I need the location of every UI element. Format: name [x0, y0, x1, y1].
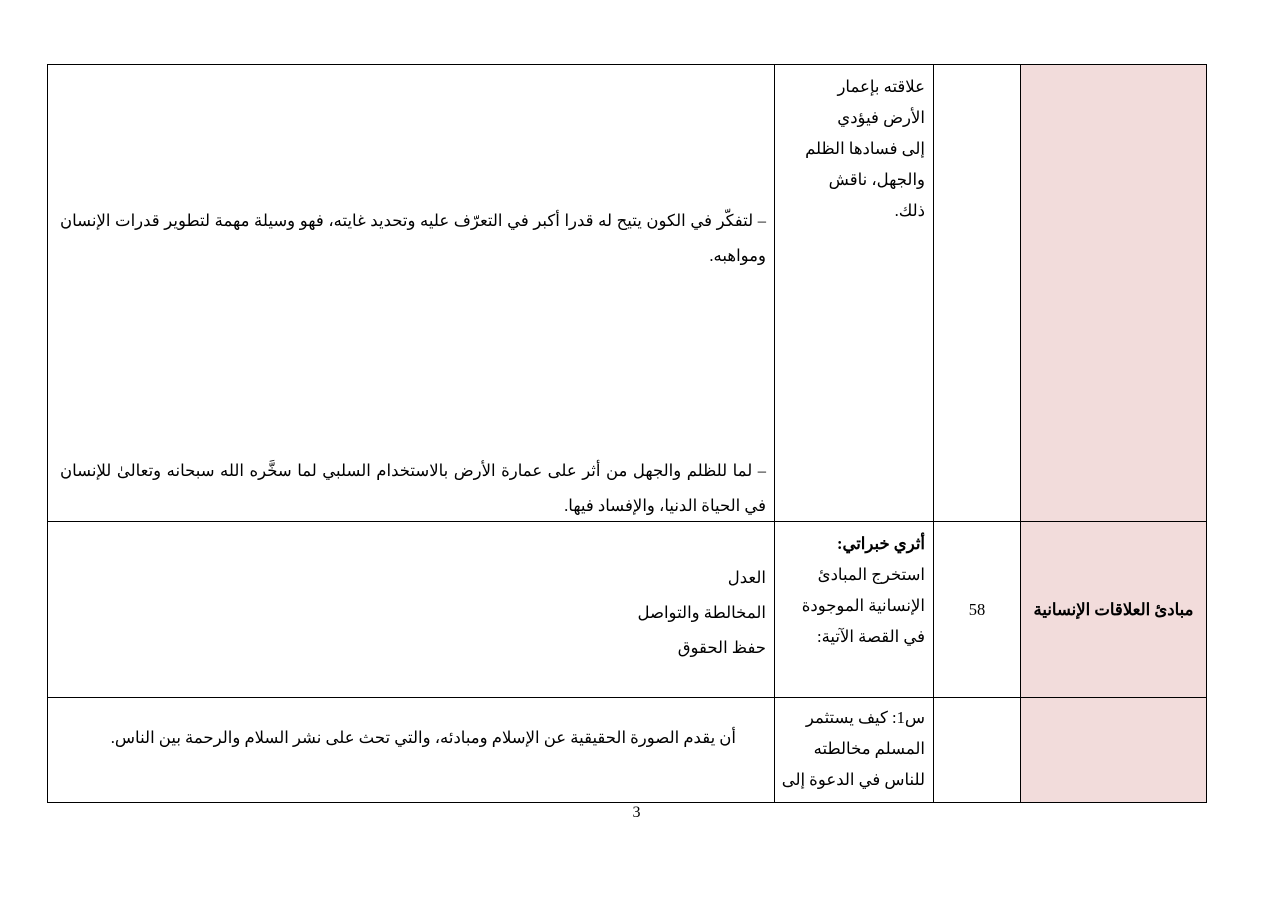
- activity-line: علاقته بإعمار: [837, 77, 925, 96]
- answer-paragraph: – لتفكّر في الكون يتيح له قدرا أكبر في التعرّف عليه وتحديد غايته، فهو وسيلة مهمة لتطوير قدرات الإنسان ومواهبه.: [60, 211, 766, 265]
- topic-cell: [1021, 698, 1207, 803]
- activity-line: استخرج المبادئ: [817, 565, 925, 584]
- answer-paragraph: – لما للظلم والجهل من أثر على عمارة الأرض بالاستخدام السلبي لما سخَّره الله سبحانه وتعالىٰ للإنسان في الحياة الدنيا، والإفساد فيها.: [60, 461, 766, 515]
- answer-list: [637, 560, 766, 665]
- table-row: [48, 65, 1207, 522]
- activity-line: للناس في الدعوة إلى: [781, 770, 925, 789]
- activity-line: المسلم مخالطته: [813, 739, 925, 758]
- page-number: 3: [632, 804, 641, 821]
- activity-line: س1: كيف يستثمر: [805, 708, 925, 727]
- activity-line: ذلك.: [894, 201, 925, 220]
- answer-item: المخالطة والتواصل: [637, 603, 766, 622]
- activity-line: في القصة الآتية:: [817, 627, 925, 646]
- page-reference-cell: 58: [934, 522, 1021, 698]
- activity-line: والجهل، ناقش: [828, 170, 925, 189]
- topic-cell: [1021, 65, 1207, 522]
- page-reference-cell: [934, 65, 1021, 522]
- answer-cell: [48, 698, 775, 803]
- activity-line: الأرض فيؤدي: [837, 108, 925, 127]
- answer-item: العدل: [727, 568, 766, 587]
- answer-cell: [48, 65, 775, 522]
- activity-line: الإنسانية الموجودة: [801, 596, 925, 615]
- activity-line: إلى فسادها الظلم: [805, 139, 925, 158]
- answer-item: حفظ الحقوق: [677, 638, 766, 657]
- topic-cell: مبادئ العلاقات الإنسانية: [1021, 522, 1207, 698]
- activity-cell: [775, 698, 934, 803]
- lesson-table: [47, 64, 1207, 803]
- activity-cell: [775, 522, 934, 698]
- answer-paragraph: أن يقدم الصورة الحقيقية عن الإسلام ومبادئه، والتي تحث على نشر السلام والرحمة بين الناس.: [110, 728, 736, 747]
- activity-cell: [775, 65, 934, 522]
- table-row: [48, 698, 1207, 803]
- activity-heading: أثري خبراتي:: [836, 534, 925, 553]
- answer-cell: [48, 522, 775, 698]
- table-row: [48, 522, 1207, 698]
- page-reference-cell: [934, 698, 1021, 803]
